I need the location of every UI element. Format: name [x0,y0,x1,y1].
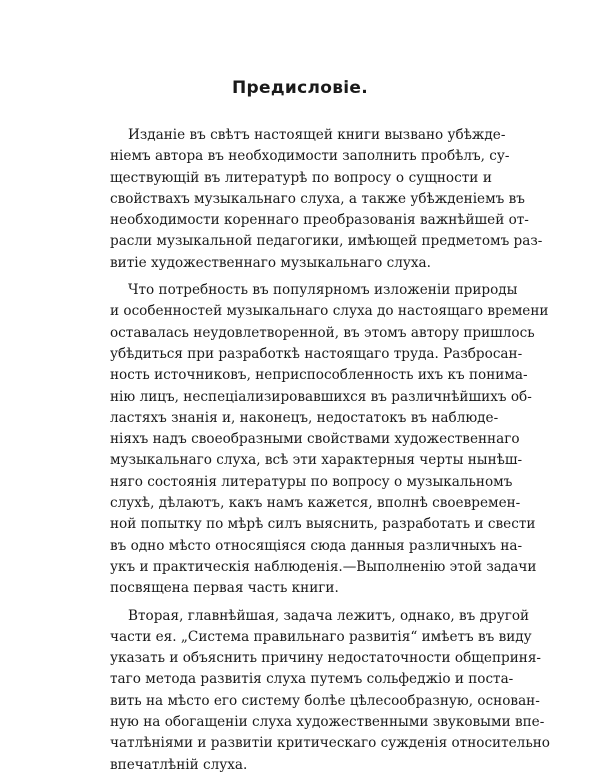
page-title: Предисловіе. [232,78,368,98]
text-line: нію лицъ, неспеціализировавшихся въ различнѣйшихъ об- [110,388,532,405]
paragraph [110,125,543,274]
text-line: чатлѣніями и развитіи критическаго сужденія относительно [110,735,550,752]
text-line: ность источниковъ, неприспособленность ихъ къ понима- [110,367,528,384]
text-line: Вторая, главнѣйшая, задача лежитъ, однако, въ другой [128,607,530,624]
text-line: таго метода развитія слуха путемъ сольфеджіо и поста- [110,671,514,688]
text-line: няго состоянія литературы по вопросу о музыкальномъ [110,473,513,490]
text-line: Что потребность въ популярномъ изложеніи природы [128,282,518,299]
text-line: ніяхъ надъ своеобразными свойствами художественнаго [110,431,520,448]
text-line: ніемъ автора въ необходимости заполнить пробѣлъ, су- [110,148,510,165]
text-line: ластяхъ знанія и, наконецъ, недостатокъ въ наблюде- [110,409,499,426]
text-line: укъ и практическія наблюденія.—Выполненію этой задачи [110,558,537,575]
text-line: и особенностей музыкальнаго слуха до настоящаго времени [110,303,549,320]
text-line: витіе художественнаго музыкальнаго слуха. [110,254,431,271]
text-line: Изданіе въ свѣтъ настоящей книги вызвано убѣжде- [128,127,506,143]
text-line: свойствахъ музыкальнаго слуха, а также убѣжденіемъ въ [110,190,525,207]
text-line: слухѣ, дѣлаютъ, какъ намъ кажется, вполнѣ своевремен- [110,495,521,512]
paragraph [110,606,550,776]
text-line: ной попытку по мѣрѣ силъ выяснить, разработать и свести [110,516,536,533]
text-line: части ея. „Система правильнаго развитія“ имѣетъ въ виду [110,628,532,645]
text-line: впечатлѣній слуха. [110,756,248,773]
text-line: оставалась неудовлетворенной, въ этомъ автору пришлось [110,324,535,341]
text-line: ную на обогащеніи слуха художественными звуковыми впе- [110,714,545,731]
text-line: расли музыкальной педагогики, имѣющей предметомъ раз- [110,233,543,250]
text-line: необходимости кореннаго преобразованія важнѣйшей от- [110,212,529,229]
text-line: вить на мѣсто его систему болѣе цѣлесообразную, основан- [110,692,540,709]
text-line: музыкальнаго слуха, всѣ эти характерныя черты нынѣш- [110,452,523,469]
text-line: въ одно мѣсто относящіяся сюда данныя различныхъ на- [110,537,523,554]
text-line: указать и объяснить причину недостаточности общеприня- [110,650,542,667]
paragraph [110,280,549,599]
text-line: убѣдиться при разработкѣ настоящаго труда. Разбросан- [110,345,523,362]
body-text [110,125,550,776]
text-line: посвящена первая часть книги. [110,580,339,597]
text-line: ществующій въ литературѣ по вопросу о сущности и [110,169,492,186]
